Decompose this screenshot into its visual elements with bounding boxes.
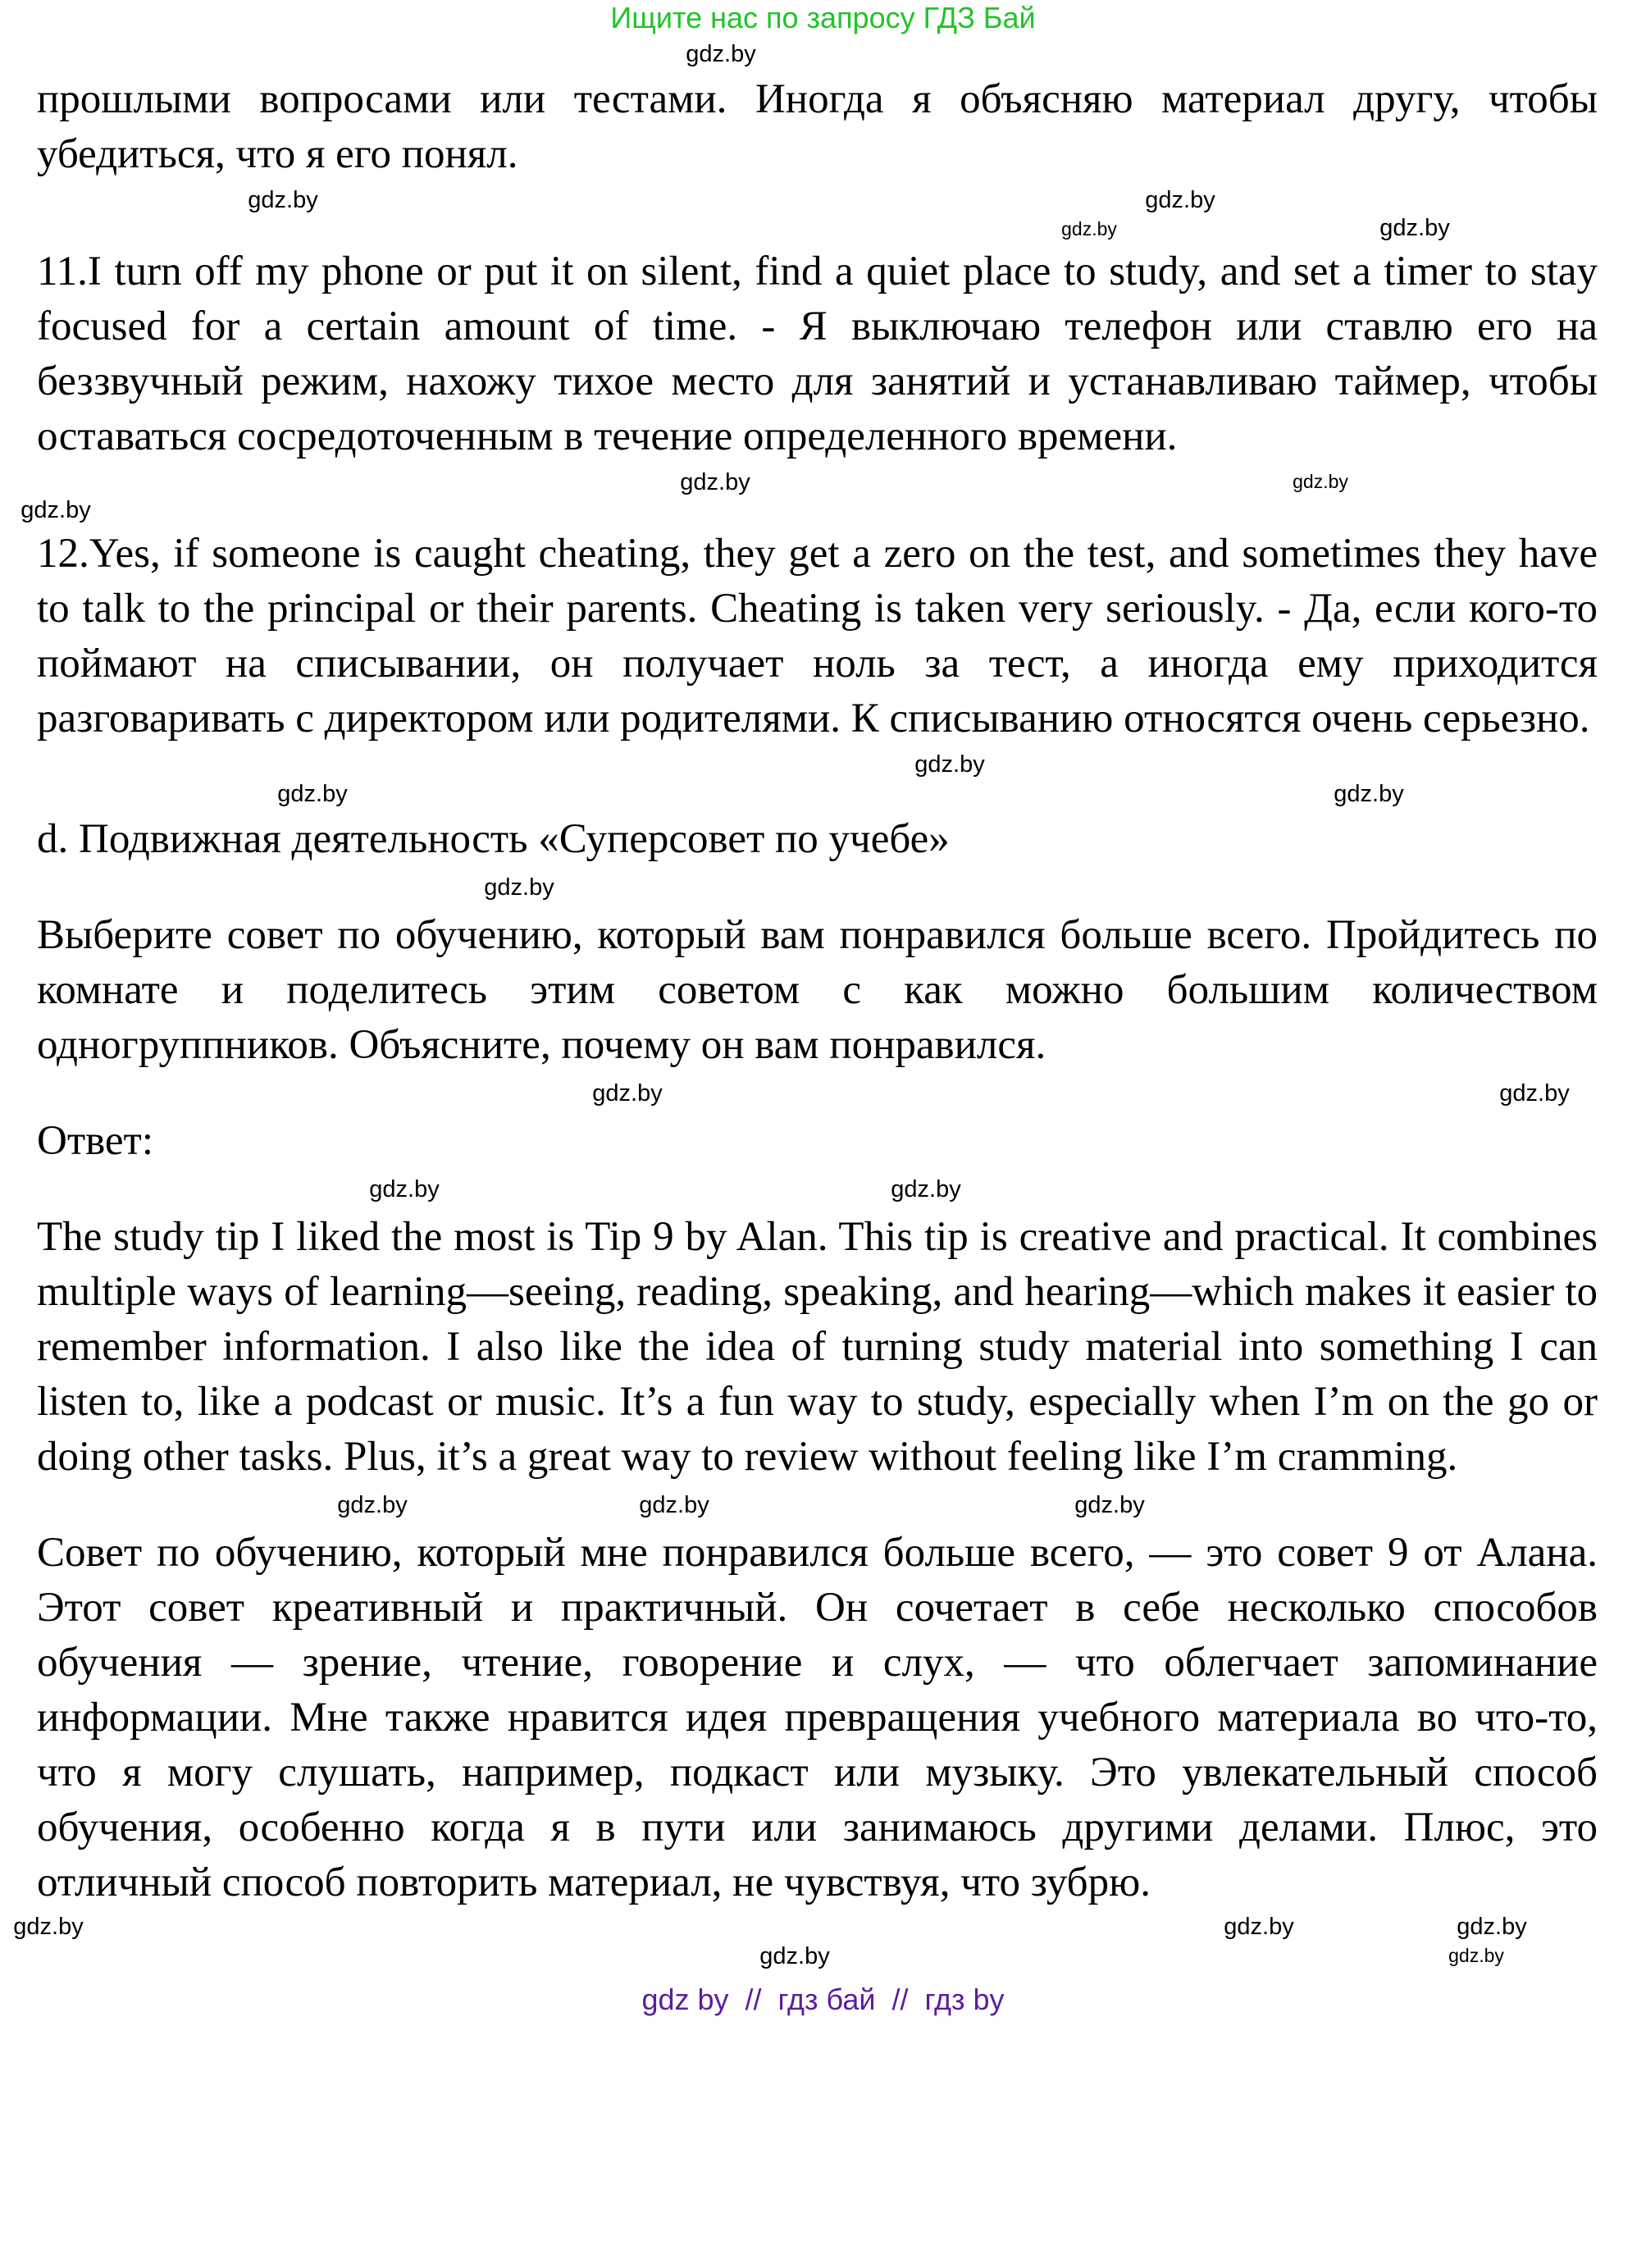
watermark-gap [0,1910,1646,1971]
watermark: gdz.by [1457,1914,1527,1940]
watermark: gdz.by [1379,215,1450,241]
watermark: gdz.by [21,497,91,523]
answer-label: Ответ: [37,1118,153,1164]
watermark-gap [0,1485,1646,1526]
watermark: gdz.by [248,187,318,213]
search-banner: Ищите нас по запросу ГДЗ Бай [610,1,1036,34]
watermark-gap [0,464,1646,527]
watermark: gdz.by [639,1492,709,1518]
paragraph-10-continuation: прошлыми вопросами или тестами. Иногда я объясняю материал другу, чтобы убедиться, что я его понял. [37,76,1598,177]
watermark: gdz.by [1074,1492,1145,1518]
watermark: gdz.by [686,41,756,67]
watermark: gdz.by [369,1176,440,1202]
section-d-heading: d. Подвижная деятельность «Суперсовет по учебе» [37,816,950,862]
watermark: gdz.by [759,1943,830,1969]
watermark: gdz.by [680,469,750,495]
watermark: gdz.by [1293,471,1348,492]
paragraph-11: 11.I turn off my phone or put it on silent, find a quiet place to study, and set a timer to stay focused for a certain amount of time. - Я выключаю телефон или ставлю его на беззвучный режим, нахожу тихое место для занятий и устанавливаю таймер, чтобы оставаться сосредоточенным в течение определенного времени. [37,249,1598,459]
answer-russian: Совет по обучению, который мне понравился больше всего, — это совет 9 от Алана. Этот совет креативный и практичный. Он сочетает в себе несколько способов обучения — зрение, чтение, говорение и слух, — что облегчает запоминание информации. Мне также нравится идея превращения учебного материала во что-то, что я могу слушать, например, подкаст или музыку. Это увлекательный способ обучения, особенно когда я в пути или занимаюсь другими делами. Плюс, это отличный способ повторить материал, не чувствуя, что зубрю. [37,1530,1598,1905]
watermark: gdz.by [1145,187,1215,213]
footer-links: gdz by // гдз бай // гдз by [641,1983,1005,2016]
watermark: gdz.by [592,1080,663,1107]
watermark-gap [0,182,1646,244]
watermark: gdz.by [13,1914,84,1940]
watermark: gdz.by [1448,1945,1504,1966]
task-instruction: Выберите совет по обучению, который вам понравился больше всего. Пройдитесь по комнате и поделитесь этим советом с как можно большим количеством одногруппников. Объясните, почему он вам понравился. [37,912,1598,1068]
watermark-gap [0,867,1646,908]
watermark-gap [0,746,1646,812]
paragraph-12: 12.Yes, if someone is caught cheating, they get a zero on the test, and sometimes they have to talk to the principal or their parents. Cheating is taken very seriously. - Да, если кого-то поймают на списывании, он получает ноль за тест, а иногда ему приходится разговаривать с директором или родителями. К списыванию относятся очень серьезно. [37,531,1598,742]
watermark: gdz.by [914,751,985,778]
watermark: gdz.by [1334,781,1404,807]
watermark: gdz.by [277,781,348,807]
watermark-gap [0,1073,1646,1114]
answer-english: The study tip I liked the most is Tip 9 by Alan. This tip is creative and practical. It combines multiple ways of learning—seeing, reading, speaking, and hearing—which makes it easier to remember information. I also like the idea of turning study material into something I can listen to, like a podcast or music. It’s a fun way to study, especially when I’m on the go or doing other tasks. Plus, it’s a great way to review without feeling like I’m cramming. [37,1214,1598,1480]
watermark: gdz.by [484,874,554,901]
watermark: gdz.by [1061,218,1117,240]
watermark-gap [0,1169,1646,1210]
watermark: gdz.by [337,1492,408,1518]
watermark-gap [0,36,1646,72]
watermark: gdz.by [1224,1914,1294,1940]
watermark: gdz.by [1499,1080,1570,1107]
watermark: gdz.by [891,1176,961,1202]
